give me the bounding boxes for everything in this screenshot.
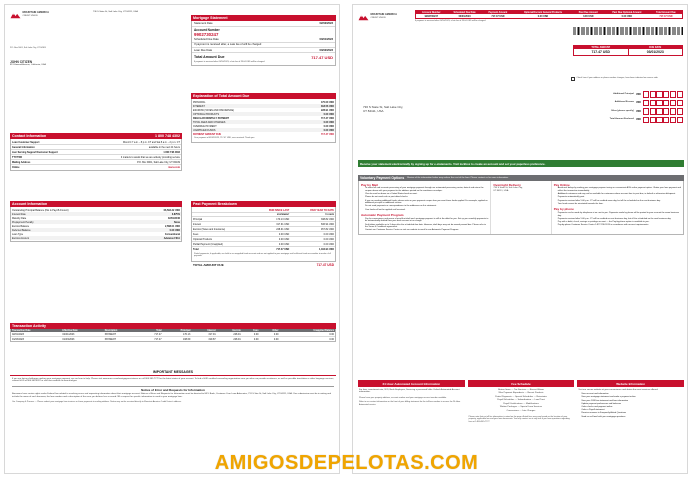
automated-body: For loan, investment rate, W-9, Bank Employee, Servicing a password/ offer Online/ Automated Account information. xyxy=(359,388,460,394)
cell-label: Partial Payment (Unapplied) xyxy=(193,242,223,246)
table-row: 9902730247 03/01/2023 717.47 USD 0.00 USD 0.00 USD 0.00 USD 717.47 USD xyxy=(424,14,673,18)
list-item: Partial Payments — Special Schedules — Reinstates xyxy=(495,395,547,398)
explanation-footnote: Your payment of 03/02/2023, 717.47 USD, was received. Thank you. xyxy=(194,137,255,140)
list-item: Payoff Certifications — Modifications xyxy=(503,402,539,405)
cell-value: 317.91 USD xyxy=(276,222,290,226)
pay-by-phone-list xyxy=(558,212,681,227)
table-row: 01/03/2023 01/03/2023 PAYMENT 717.47 168.69 319.87 228.91 0.00 0.00 0.00 xyxy=(12,337,334,341)
important-messages-title: IMPORTANT MESSAGES xyxy=(152,370,194,374)
total-amount-due-label: Total Amount Due xyxy=(194,54,225,59)
account-number-label: Account Number xyxy=(194,27,220,32)
cell-label: UNAPPLIED FUNDS xyxy=(192,128,298,132)
cell-label: Deferred Balance xyxy=(11,228,140,232)
list-item: Written Packages — Special Loan Services xyxy=(499,406,543,409)
cell-label: Interest Rate xyxy=(11,212,140,216)
mortgage-statement-title: Mortgage Statement xyxy=(191,15,336,21)
notice-title: Notice of Error and Requests for Information xyxy=(141,388,205,393)
pay-online-title: Pay Online xyxy=(553,182,570,187)
row-value: 03/01/2023 xyxy=(319,38,333,42)
due-date-value: 03/01/2023 xyxy=(646,50,664,54)
cell-value: 1,434.94 USD xyxy=(318,247,334,251)
cell-label: OVERDUE PAYMENT xyxy=(193,124,217,128)
brand-sub: CREDIT UNION xyxy=(22,15,38,18)
list-item: • View account and information xyxy=(581,393,684,396)
cell-value: 3.875% xyxy=(140,212,181,216)
property-address-top: 736 S State St, Salt Lake City, UT 84111, USA xyxy=(93,11,138,13)
cell-value: 228.91 USD xyxy=(276,227,290,231)
list-item: • Pay-by-phone Customer Service Center 1-877-236-5126 in accordance with account requirements. xyxy=(558,224,681,227)
voluntary-sub: Review of the information below may reduce the cost of the loan. Please contact us for more information. xyxy=(407,177,509,180)
fee-schedule-title: Fee Schedule xyxy=(468,380,575,387)
col-header-2: PAID YEAR TO DATE xyxy=(310,208,334,212)
cell-value: 0.00 USD xyxy=(323,232,334,236)
list-item: Payoff Schedules — Subordination — Land Trust xyxy=(497,399,545,402)
list-item: • Payments automatically post. xyxy=(558,196,681,199)
statement-page-2 xyxy=(352,4,688,474)
account-number-value: 9902730247 xyxy=(194,31,219,37)
cell-value: 1 800 748 4302 xyxy=(163,150,180,154)
website-intro: Visit our secure website at your convenience and obtain the most services offered: xyxy=(578,388,659,391)
cell-label: Mailing Address xyxy=(12,160,31,164)
row-label: Loan Due Date xyxy=(194,48,213,52)
important-messages-body: If you are facing challenges making your mortgage payment, we are here to help. Please visit www.macu.com/mortgageassistance or call 800.365.7772 for the latest status of your account. To find a HUD-certified counseling organization near you who can provide assistance, as well as possible translation or other language services, contact HUD at 800.569.4287 or visit their website at www.hud.gov. xyxy=(12,377,334,383)
list-item: • Send us an Email with your mortgage questions xyxy=(581,416,684,419)
cell-value: macu.com xyxy=(168,165,180,169)
cell-value: 338.82 USD xyxy=(320,217,334,221)
late-fee-note: If payment is received after 03/16/2023, a late fee of 28.64 USD will be charged. xyxy=(194,60,265,63)
list-item: • Your funds will not be applied until received. xyxy=(365,209,488,212)
cell-value: 0.00 USD xyxy=(278,232,290,236)
list-item: • Please do not send cash or post dated checks. xyxy=(365,196,488,199)
brand-logo-2 xyxy=(358,13,410,21)
explanation-table xyxy=(192,100,335,136)
customer-name: JOHN CITIZEN xyxy=(10,60,33,64)
cell-label: Prepayment Penalty xyxy=(11,220,140,224)
statement-date-label: Statement Date xyxy=(194,21,213,25)
list-item: • To make full and accurate processing of your mortgage payment through our automated processing center, detach and return the coupon above with your payment to the address printed on the remittance envelope. xyxy=(365,187,488,192)
table-header-row: Account Number Scheduled Due Date Payment Amount Optional/Current General Products Past Due Amount Past Due Optional Amount Total Amount Due xyxy=(416,11,683,15)
barcode xyxy=(573,27,683,35)
grand-total-label: TOTAL AMOUNT DUE xyxy=(193,262,224,267)
remit-address: 736 S State St, Salt Lake City, UT 84111, USA xyxy=(363,105,404,114)
list-item: • Payments can be made by telephone at no cost to you. Payments made by phone will be posted to your account the same business day. xyxy=(558,212,681,217)
website-title: Website Information xyxy=(577,380,684,387)
coupon-row-label: Total Amount Enclosed xyxy=(609,118,634,121)
col-subheader-2: TO DATE xyxy=(325,213,334,216)
list-item: Wire Payment Reproducts — Recast Products xyxy=(498,392,544,395)
cell-label: Optional Products xyxy=(193,237,213,241)
address-change-note: Check here if your address or phone number changes, have been indicated on reverse side. xyxy=(576,77,659,79)
currency-label: USD xyxy=(635,101,641,105)
row-label: Scheduled Due Date xyxy=(194,38,219,42)
list-item: • Payments received after 5:00 p.m. CT will be credited same day, but all the scheduled on the next business day. xyxy=(558,200,681,203)
currency-label: USD xyxy=(635,92,641,96)
cell-label: Online xyxy=(12,165,20,169)
account-information-table xyxy=(11,208,181,240)
cell-value: 457.82 USD xyxy=(320,227,334,231)
coupon-row[interactable] xyxy=(553,108,683,115)
transaction-activity-title: Transaction Activity xyxy=(10,323,336,329)
coupon-input-cells[interactable] xyxy=(643,100,683,107)
address-change-checkbox[interactable] xyxy=(571,77,575,81)
list-item: • Contact our Customer Service Center or visit our website to enroll in our Automatic Payment Program. xyxy=(365,229,488,232)
cell-label: Loan Type xyxy=(12,232,24,236)
pay-online-list xyxy=(558,187,681,205)
cell-value: It matters to assist that we are actively providing service xyxy=(120,155,180,159)
estatement-banner: Receive your statement electronically by signing up for e-statements. Visit lockbox to create an account and set your paperless preference. xyxy=(358,160,684,167)
cell-value: 2,588.01 USD xyxy=(164,224,180,228)
cell-value: 0.00 USD xyxy=(278,242,290,246)
cell-value: 0.00 USD xyxy=(323,237,334,241)
brand-sub: CREDIT UNION xyxy=(370,17,386,20)
voluntary-payment-options-block xyxy=(358,175,684,235)
list-item: • Do not send payments or correspondence to the addresses on this statement. xyxy=(365,205,488,208)
past-payment-block xyxy=(191,201,336,268)
automated-footer-2: Refer to our contact information on the front of your billing statement for the toll-free number to access the 24-Hour Automated service. xyxy=(359,401,461,406)
transaction-activity-table xyxy=(11,329,335,341)
coupon-late-note: If payment is received after 03/16/2023, a late fee of 28.64 USD will be charged. xyxy=(415,20,486,22)
automatic-payment-list xyxy=(365,218,488,232)
notice-body: Borrowers have certain rights under Federal law related to resolving errors and requesting information about their mortgage account. Notices of Error and Requests for Information must be directed to MCL Bank, Customer Care Loan Advocates, 731 S Star St, Salt Lake City, UT 84111, USA. Your submission must be in writing and include the name of each borrower, the loan number and a description of the error you believe has occurred OR a request for specific information to send to your mortgage loan. xyxy=(12,393,331,398)
overnight-delivery-title: Overnight Delivery xyxy=(493,182,521,187)
account-information-title: Account Information xyxy=(10,201,182,207)
cell-label: TTY/TDD xyxy=(12,155,23,159)
due-date-label: DUE DATE xyxy=(629,46,683,49)
cell-label: PAYMENT AMOUNT DUE xyxy=(193,132,222,136)
list-item: • Order a Payoff statement xyxy=(581,409,684,412)
cell-label: Interest xyxy=(193,222,201,226)
automatic-payment-title: Automatic Payment Program xyxy=(361,213,404,218)
contact-phone: 1 800 748 4302 xyxy=(155,134,180,139)
cell-label: Outstanding Principal Balance (this is Payoff Amount) xyxy=(12,208,69,212)
voluntary-title: Voluntary Payment Options xyxy=(360,176,405,181)
cell-value: Conventional xyxy=(164,232,180,236)
coupon-input-cells[interactable] xyxy=(643,117,683,124)
transaction-activity-block xyxy=(10,323,336,342)
cell-label: Loan Customer Support xyxy=(12,140,40,144)
account-information-block xyxy=(10,201,182,242)
fee-schedule-footnote: Please note that not all fee information is noted on the page. Actual fees may vary based on the location of your property, applicable law and your loan documents. You may contact us at any time if you have questions regarding fees at 1-800-345-7777. xyxy=(468,415,570,423)
important-messages-block xyxy=(10,369,336,405)
cell-value: None xyxy=(140,220,181,224)
cell-value: 0.00 USD xyxy=(298,120,335,124)
coupon-row[interactable] xyxy=(553,100,683,107)
cell-label: OPTIONAL PRODUCTS xyxy=(192,112,298,116)
pay-by-mail-list xyxy=(365,187,488,211)
website-information-block xyxy=(577,380,684,424)
brand-logo xyxy=(10,11,82,19)
address-change-checkbox-row[interactable] xyxy=(571,77,683,81)
fee-schedule-items xyxy=(468,387,575,415)
cell-label: ESCROW (TAXES AND INSURANCE) xyxy=(193,108,234,112)
cell-value: 0.00 USD xyxy=(323,124,334,128)
row-label: If payment is received after, a Late fee of will be charged xyxy=(194,43,262,47)
cell-label: Escrow Balance xyxy=(12,224,30,228)
pay-by-phone-title: Pay by phone xyxy=(553,207,574,212)
cell-value: 717.47 USD xyxy=(320,116,334,120)
list-item: • Additional customers and may not be available for customers whose account has its past due, in default or otherwise delinquent. xyxy=(558,193,681,196)
watermark: AMIGOSDEPELOTAS.COM xyxy=(214,452,479,474)
cell-value: 717.47 USD xyxy=(320,132,334,136)
cell-label: Escrow Account xyxy=(11,236,140,240)
list-item: • Draft dates available up to 5 days after the scheduled due date. However, draft days may not be moved passed due. Please refer to the Terms & Conditions agreement. xyxy=(365,224,488,229)
explanation-title: Explanation of Total Amount Due xyxy=(191,93,336,99)
total-amount-value: 717.47 USD xyxy=(591,50,610,54)
fee-schedule-block xyxy=(468,380,575,424)
list-item: Conversions — Late Charges xyxy=(506,409,536,412)
coupon-input-cells[interactable] xyxy=(643,91,683,98)
bottom-columns xyxy=(358,380,684,424)
table-header-row: Transaction Date Effective Date Description Total Principal Interest Escrow Fees Other Unapplied Balance xyxy=(12,329,334,332)
mortgage-statement-block xyxy=(191,15,336,66)
cell-label: Lien Serving Support/Customer Support xyxy=(12,150,58,154)
automated-footer-1: Please have your property address, account number and your mortgage account number available. xyxy=(359,396,447,399)
mountain-logo-icon xyxy=(10,11,21,19)
coupon-row-label: Other (please specify) xyxy=(610,109,634,112)
coupon-row[interactable] xyxy=(553,91,683,98)
contact-title: Contact Information xyxy=(12,134,47,139)
contact-information-block xyxy=(10,133,182,171)
past-payment-footnote: Partial payments, if applicable, are held in an unapplied funds account and are not applied to your mortgage until sufficient funds accumulate to make a full payment. xyxy=(194,252,331,258)
coupon-input-cells[interactable] xyxy=(643,108,683,115)
coupon-row[interactable] xyxy=(553,117,683,124)
list-item: • View your 1098 tax statement and loan information xyxy=(581,400,684,403)
cell-value: Advance FICA xyxy=(140,236,181,240)
list-item: • If you are sending additional funds, please write on your payment coupon how you want those funds applied. For example, applied as additional principal or additional escrow. xyxy=(365,200,488,205)
cell-label: Maturity Date xyxy=(12,216,27,220)
brand-name: MOUNTAIN AMERICA xyxy=(370,13,398,17)
grand-total-value: 717.47 USD xyxy=(316,262,334,267)
list-item: Return Items — Tax Services — Recast Waiver xyxy=(498,388,544,391)
statement-page-1 xyxy=(4,4,340,474)
list-item: • Avoid mail delays by making your mortgage payment using our convenient ACH online payment option. Obtain your loan payment and reflect the transaction immediately. xyxy=(558,187,681,192)
coupon-row-label: Additional Principal xyxy=(613,92,634,95)
past-payment-title: Past Payment Breakdown xyxy=(191,201,336,207)
cell-value: 170.00 USD xyxy=(320,100,334,104)
cell-value: 0.00 USD xyxy=(298,128,335,132)
coupon-entry-rows xyxy=(553,91,683,123)
cell-label: PRINCIPAL xyxy=(193,100,206,104)
cell-value: 228.91 USD xyxy=(320,108,334,112)
return-address: P.O. Box 9001, Salt Lake City, UT 84109 xyxy=(10,47,46,49)
pay-by-mail-title: Pay by Mail xyxy=(361,182,378,187)
total-amount-label: TOTAL AMOUNT xyxy=(574,46,628,49)
contact-table xyxy=(11,140,181,169)
list-item: • Pay for convenience and peace of mind that draft each mortgage payment is still at the debit for you. Set up your monthly payments to be automatically drafted from your bank account at no charge. xyxy=(365,218,488,223)
brand-name: MOUNTAIN AMERICA xyxy=(22,11,50,15)
cell-value: 0.00 USD xyxy=(323,242,334,246)
cell-value: 170.13 USD xyxy=(276,217,290,221)
mountain-logo-icon xyxy=(358,13,369,21)
cell-value: 717.47 USD xyxy=(276,247,290,251)
automated-account-info-block xyxy=(358,380,465,424)
website-items xyxy=(581,393,684,418)
cell-label: TOTAL FEES AND CHARGES xyxy=(192,120,298,124)
currency-label: USD xyxy=(635,109,641,113)
list-item: • Checks must be drawn on a United States bank account. xyxy=(365,193,488,196)
list-item: • Pay with a debit, check, savings or privilege account — the Pay-by-phone option is available to you. xyxy=(558,221,681,224)
coupon-row-label: Additional Escrow xyxy=(614,101,634,104)
explanation-block xyxy=(191,93,336,143)
row-value: 03/02/2023 xyxy=(319,48,333,52)
cell-value: 0.00 USD xyxy=(298,112,335,116)
currency-label: USD xyxy=(635,118,641,122)
customer-block xyxy=(10,60,100,67)
cell-value: P.O. Box 9001, Salt Lake City, UT 84109 xyxy=(137,160,180,164)
statement-date-value: 02/02/2023 xyxy=(319,21,333,25)
cell-label: Total xyxy=(193,247,199,251)
coupon-table xyxy=(415,10,683,19)
total-amount-due-value: 717.47 USD xyxy=(311,54,333,60)
list-item: • Payments received after 5:00 p.m. CT will be credited on next business day, but all the scheduled on the next business day. xyxy=(558,218,681,221)
cell-value: 318.56 USD xyxy=(298,104,335,108)
cell-value: 0.00 USD xyxy=(140,228,181,232)
coupon-table-block xyxy=(415,10,683,24)
cell-label: Fees xyxy=(193,232,199,236)
table-row: 02/01/2023 02/01/2023 PAYMENT 717.47 170.13 317.91 228.91 0.00 0.00 0.00 xyxy=(12,332,334,336)
customer-address: 813 Howard Avenue, California, USA xyxy=(10,64,46,66)
list-item: • View your mortgage statement and make a payment online xyxy=(581,396,684,399)
list-item: • Update payment preferences and balances xyxy=(581,403,684,406)
col-header-1: PAID SINCE LAST xyxy=(268,208,290,212)
cell-label: Principal xyxy=(193,217,203,221)
cell-label: INTEREST xyxy=(192,104,298,108)
cell-value: 0.00 USD xyxy=(278,237,290,241)
list-item: • Receive answers to Frequently Asked Questions xyxy=(581,412,684,415)
past-payment-table xyxy=(192,208,335,251)
cell-value: 66,592.22 USD xyxy=(163,208,180,212)
total-due-box xyxy=(573,45,683,56)
overnight-address: 736 S State St, Salt Lake City, UT 84111, USA xyxy=(493,186,523,192)
cell-label: REGULAR MONTHLY PAYMENT xyxy=(193,116,229,120)
automated-title: 24 Hour Automated Account Information xyxy=(358,380,465,387)
cell-value: Mon-Fri 7 a.m. - 8 p.m. CT and Sat 8 a.m. - 2 p.m. CT xyxy=(123,140,180,144)
cell-value: 636.94 USD xyxy=(320,222,334,226)
list-item: • Your funds cannot be reinstated towards the loan. xyxy=(558,203,681,206)
cell-label: General Information xyxy=(12,145,35,149)
cell-value: available in the next 24 hours xyxy=(148,145,180,149)
cell-value: 02/01/2046 xyxy=(168,216,180,220)
col-subheader-1: STATEMENT xyxy=(276,213,290,216)
notice-footnote: Our Company & Process — Please submit your mortgage loan invoices or those payments to mailing address. Notice may not be received directly to Mountain America Credit Union's address. xyxy=(12,400,182,403)
list-item: • Order checks and payment online xyxy=(581,406,684,409)
cell-label: Escrow (Taxes and Insurance) xyxy=(193,227,226,231)
